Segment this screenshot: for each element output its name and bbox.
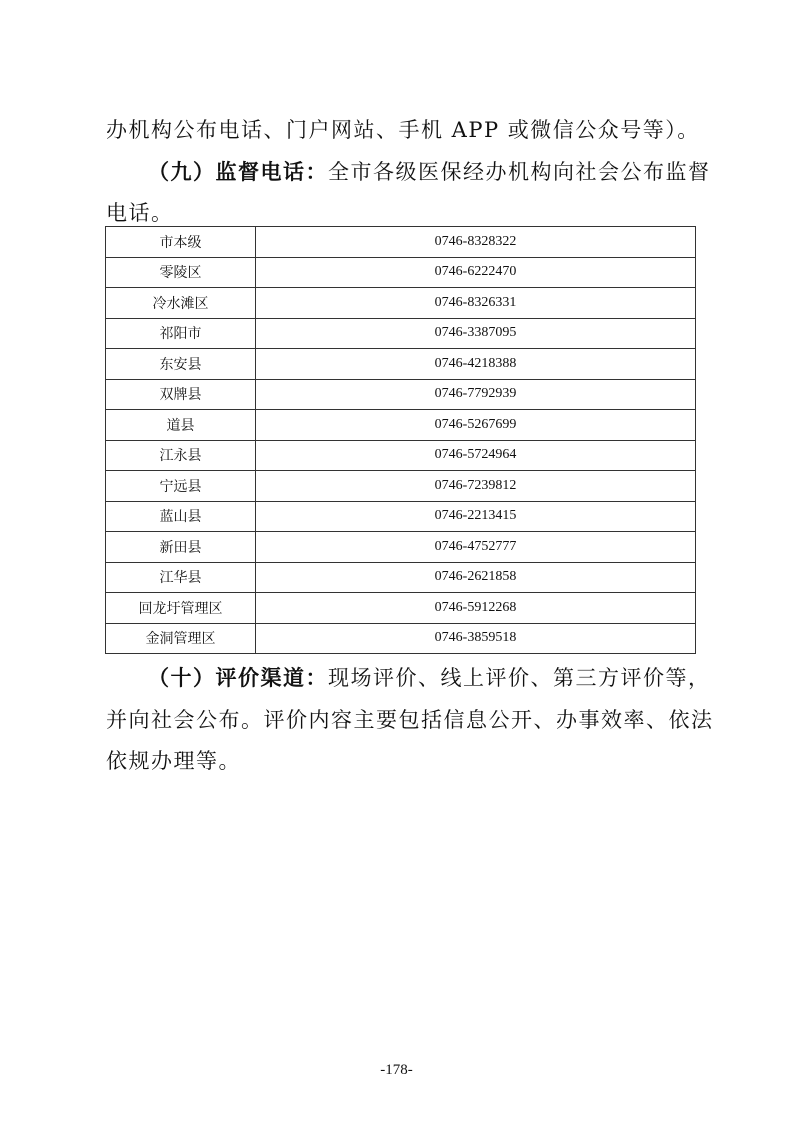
paragraph-text: 办机构公布电话、门户网站、手机 APP 或微信公众号等）。 [106,118,700,142]
section-10-paragraph [106,668,738,689]
supervision-phone-table [105,226,696,654]
table-row [106,257,696,288]
section-10-text-end: 依规办理等。 [106,749,241,773]
section-9-heading: （九）监督电话： [148,160,328,184]
district-name: 祁阳市 [106,318,256,349]
section-10-paragraph-continued [106,708,714,732]
table-row [106,379,696,410]
table-row [106,288,696,319]
section-9-paragraph-continued [106,203,696,224]
phone-number: 0746-4752777 [256,532,696,563]
table-row [106,227,696,258]
phone-number: 0746-2213415 [256,501,696,532]
paragraph-line [106,118,700,142]
district-name: 新田县 [106,532,256,563]
district-name: 江永县 [106,440,256,471]
section-9-paragraph [106,162,738,183]
table-row [106,623,696,654]
phone-number: 0746-5724964 [256,440,696,471]
table-row [106,562,696,593]
district-name: 东安县 [106,349,256,380]
district-name: 零陵区 [106,257,256,288]
phone-number: 0746-7239812 [256,471,696,502]
phone-number: 0746-4218388 [256,349,696,380]
district-name: 回龙圩管理区 [106,593,256,624]
table-row [106,318,696,349]
phone-number: 0746-3387095 [256,318,696,349]
section-10-text-continued: 并向社会公布。评价内容主要包括信息公开、办事效率、依法 [106,708,714,732]
phone-number: 0746-5267699 [256,410,696,441]
table-row [106,593,696,624]
district-name: 冷水滩区 [106,288,256,319]
district-name: 市本级 [106,227,256,258]
table-row [106,532,696,563]
district-name: 道县 [106,410,256,441]
district-name: 江华县 [106,562,256,593]
table-row [106,501,696,532]
section-10-paragraph-end [106,751,696,772]
table-row [106,349,696,380]
district-name: 双牌县 [106,379,256,410]
phone-number: 0746-8326331 [256,288,696,319]
page-number: -178- [380,1062,413,1078]
section-9-text: 全市各级医保经办机构向社会公布监督 [328,160,711,184]
phone-number: 0746-5912268 [256,593,696,624]
table-row [106,410,696,441]
table-row [106,440,696,471]
section-9-text-continued: 电话。 [106,201,174,225]
phone-number: 0746-6222470 [256,257,696,288]
district-name: 蓝山县 [106,501,256,532]
table-row [106,471,696,502]
district-name: 宁远县 [106,471,256,502]
phone-number: 0746-7792939 [256,379,696,410]
phone-number: 0746-2621858 [256,562,696,593]
section-10-text: 现场评价、线上评价、第三方评价等， [328,666,711,690]
phone-number: 0746-3859518 [256,623,696,654]
phone-number: 0746-8328322 [256,227,696,258]
section-10-heading: （十）评价渠道： [148,666,328,690]
district-name: 金洞管理区 [106,623,256,654]
